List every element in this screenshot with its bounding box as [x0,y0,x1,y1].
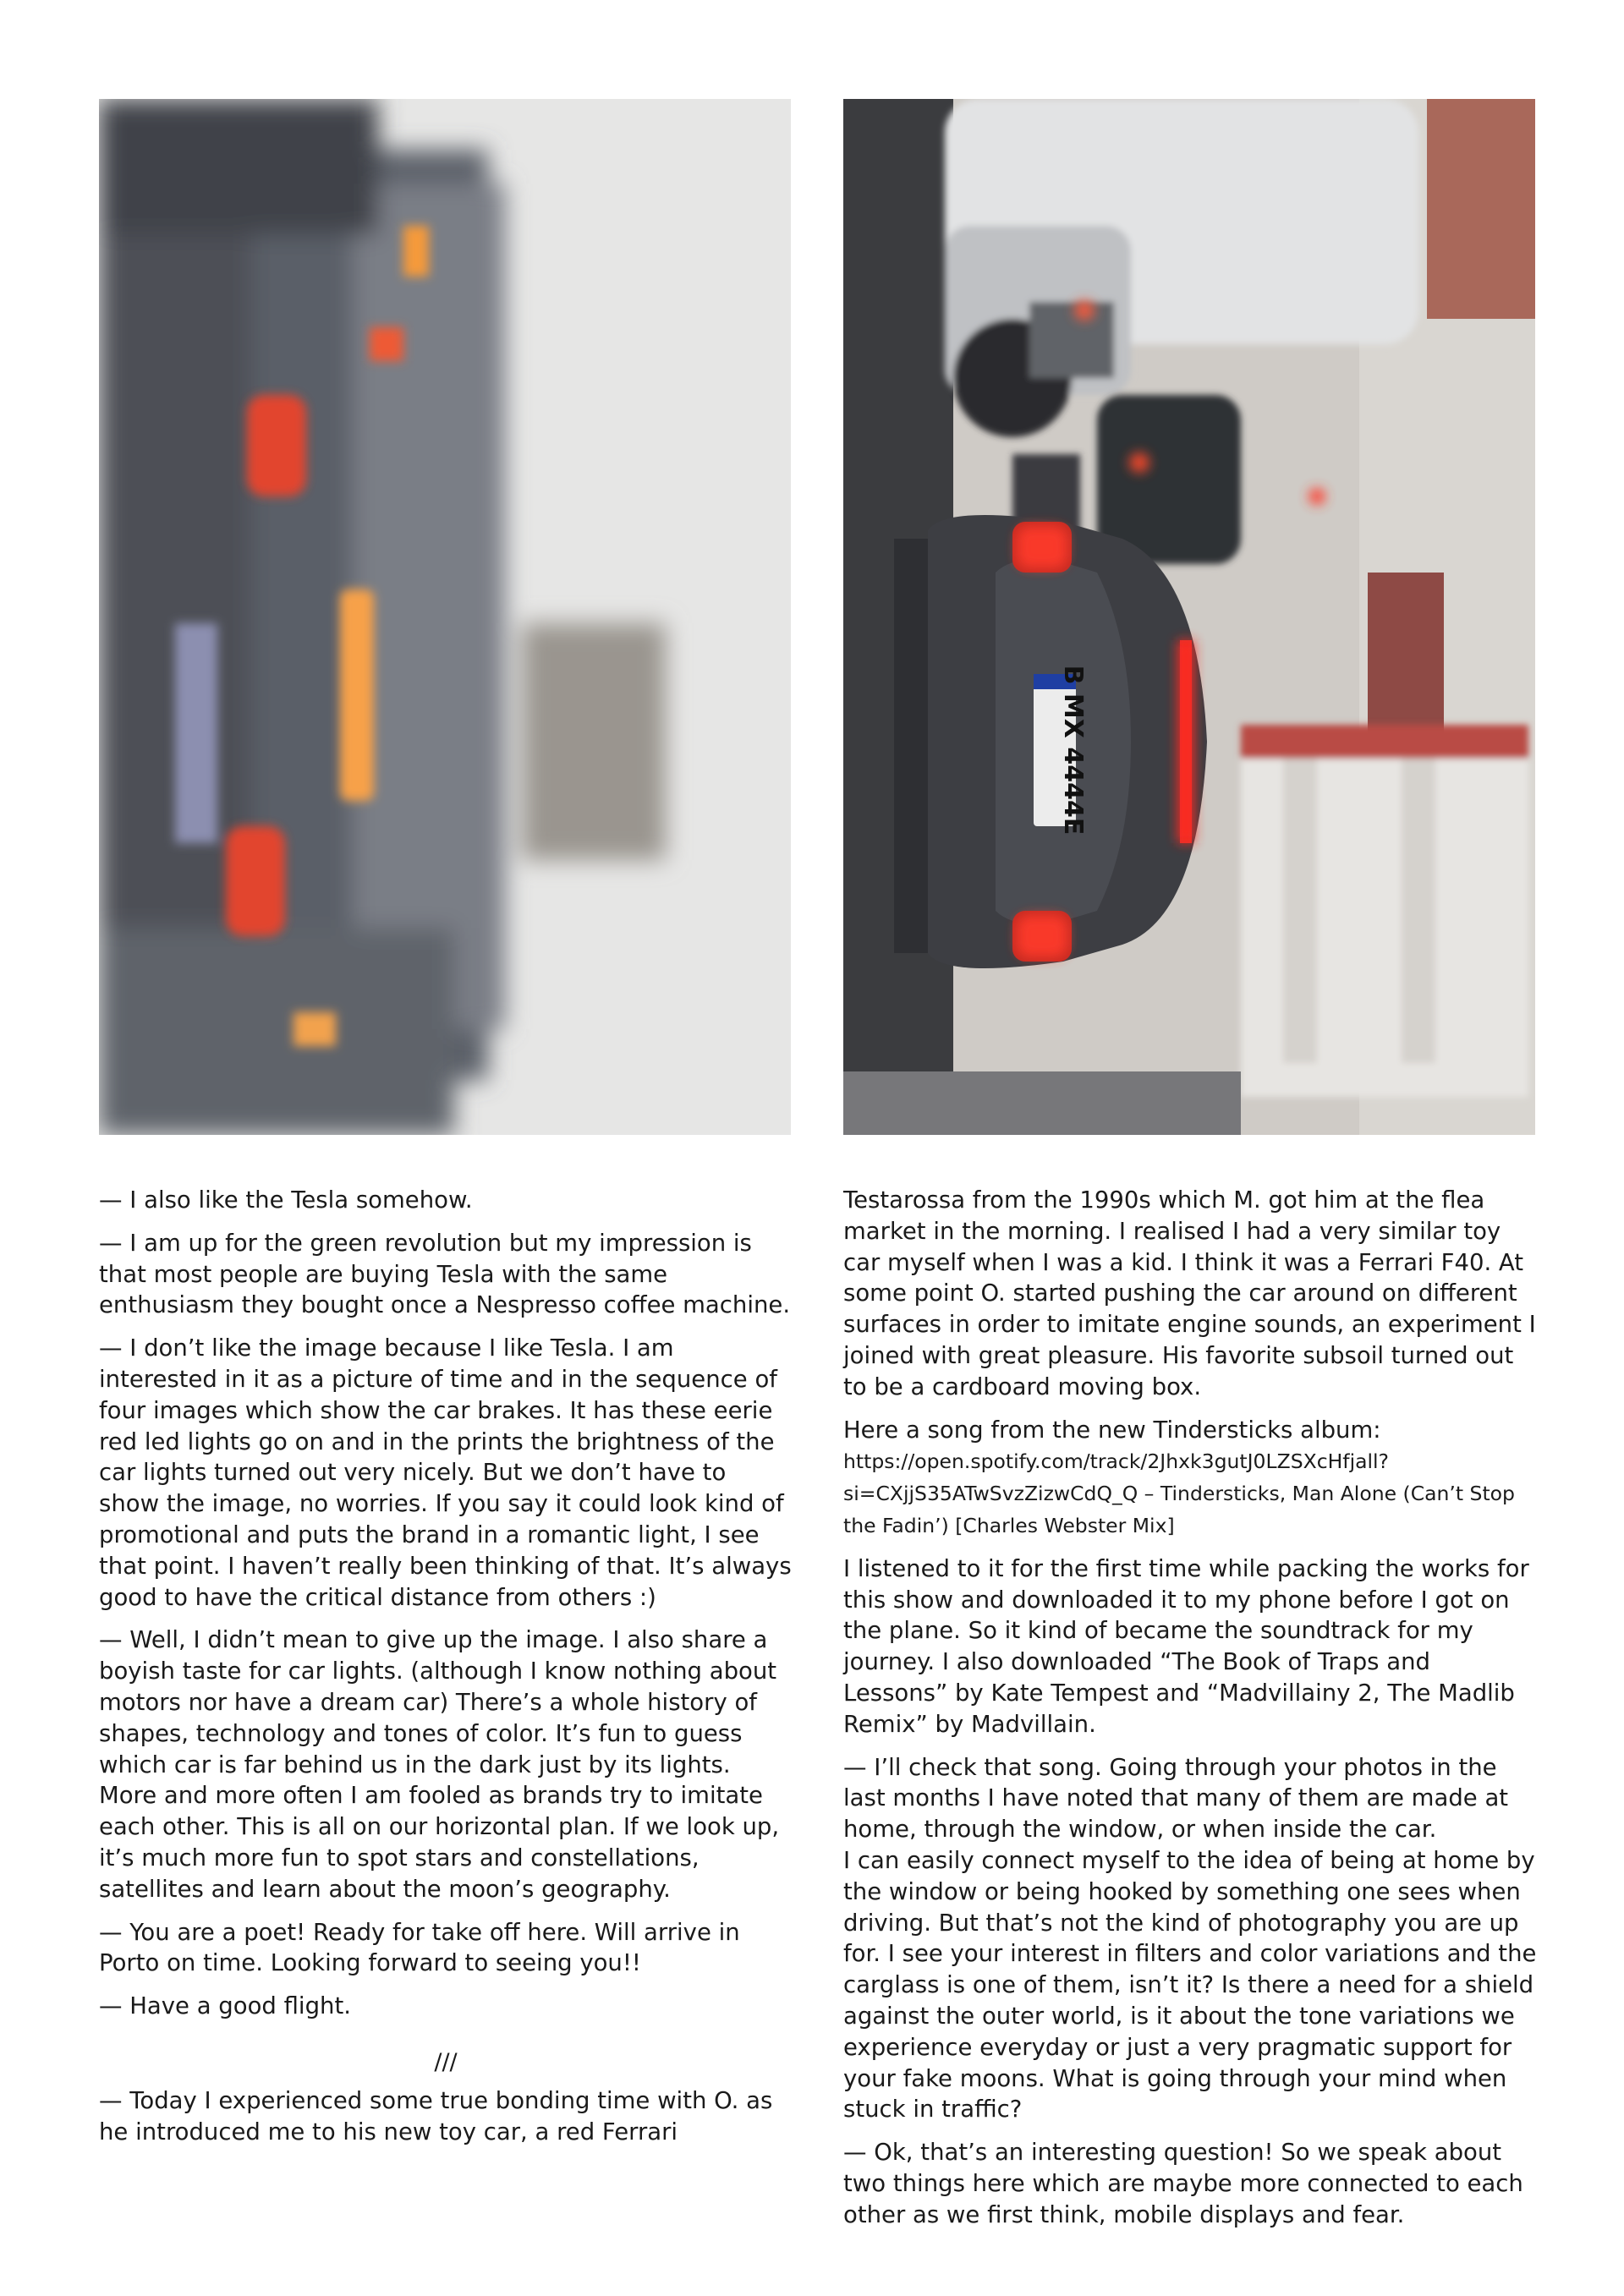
paragraph: Testarossa from the 1990s which M. got him at the flea market in the morning. I realised I had a very similar toy car myself when I was a kid. I think it was a Ferrari F40. At some point O. started pushing the car around on different surfaces in order to imitate engine sounds, an experiment I joined with great pleasure. His favorite subsoil turned out to be a cardboard moving box. [843,1186,1536,1400]
paragraph: I listened to it for the first time while packing the works for this show and downloaded it to my phone before I got on the plane. So it kind of became the soundtrack for my journey. I also downloaded “The Book of Traps and Lessons” by Kate Tempest and “Madvillainy 2, The Madlib Remix” by Madvillain. [843,1554,1529,1738]
paragraph: — Today I experienced some true bonding time with O. as he introduced me to his new toy car, a red Ferrari [99,2086,773,2145]
photo-tesla-traffic [843,99,1535,1135]
paragraph: — Ok, that’s an interesting question! So we speak about two things here which are maybe more connected to each other as we first think, mobile displays and fear. [843,2139,1523,2228]
blurred-traffic-image [99,99,791,1135]
paragraph: — I am up for the green revolution but my impression is that most people are buying Tesla with the same enthusiasm they bought once a Nespresso coffee machine. [99,1229,791,1319]
text-column-left [99,1185,793,2159]
paragraph: — I also like the Tesla somehow. [99,1186,473,1214]
paragraph: — Well, I didn’t mean to give up the image. I also share a boyish taste for car lights. (although I know nothing about motors nor have a dream car) There’s a whole history of shapes, technology and tones of color. It’s fun to guess which car is far behind us in the dark just by its lights. More and more often I am fooled as brands try to imitate each other. This is all on our horizontal plan. If we look up, it’s much more fun to spot stars and constellations, satellites and learn about the moon’s geography. [99,1626,780,1903]
section-separator: /// [434,2048,458,2075]
license-plate-text: B MX 4444E [1058,665,1088,836]
song-intro-text: Here a song from the new Tindersticks album: [843,1416,1381,1444]
paragraph: I can easily connect myself to the idea of being at home by the window or being hooked by something one sees when driving. But that’s not the kind of photography you are up for. I see your interest in filters and color variations and the carglass is one of them, isn’t it? Is there a need for a shield against the outer world, is it about the tone variations we experience everyday or just a very pragmatic support for your fake moons. What is going through your mind when stuck in traffic? [843,1846,1537,2123]
paragraph: — I’ll check that song. Going through your photos in the last months I have noted that many of them are made at home, through the window, or when inside the car. [843,1753,1509,1844]
photo-blurred-traffic [99,99,791,1135]
tesla-traffic-image [843,99,1535,1135]
paragraph: — You are a poet! Ready for take off here. Will arrive in Porto on time. Looking forward to seeing you!! [99,1918,740,1977]
song-link[interactable]: https://open.spotify.com/track/2Jhxk3gutJ0LZSXcHfjall?si=CXjjS35ATwSvzZizwCdQ_Q – Tindersticks, Man Alone (Can’t Stop the Fadin’) [Charles Webster Mix] [843,1449,1515,1537]
text-column-right [843,1185,1537,2243]
paragraph-song-link [843,1415,1537,1542]
paragraph: — I don’t like the image because I like Tesla. I am interested in it as a picture of time and in the sequence of four images which show the car brakes. It has these eerie red led lights go on and in the prints the brightness of the car lights turned out very nicely. But we don’t have to show the image, no worries. If you say it could look kind of promotional and puts the brand in a romantic light, I see that point. I haven’t really been thinking of that. It’s always good to have the critical distance from others :) [99,1334,792,1611]
paragraph: — Have a good flight. [99,1992,351,2020]
